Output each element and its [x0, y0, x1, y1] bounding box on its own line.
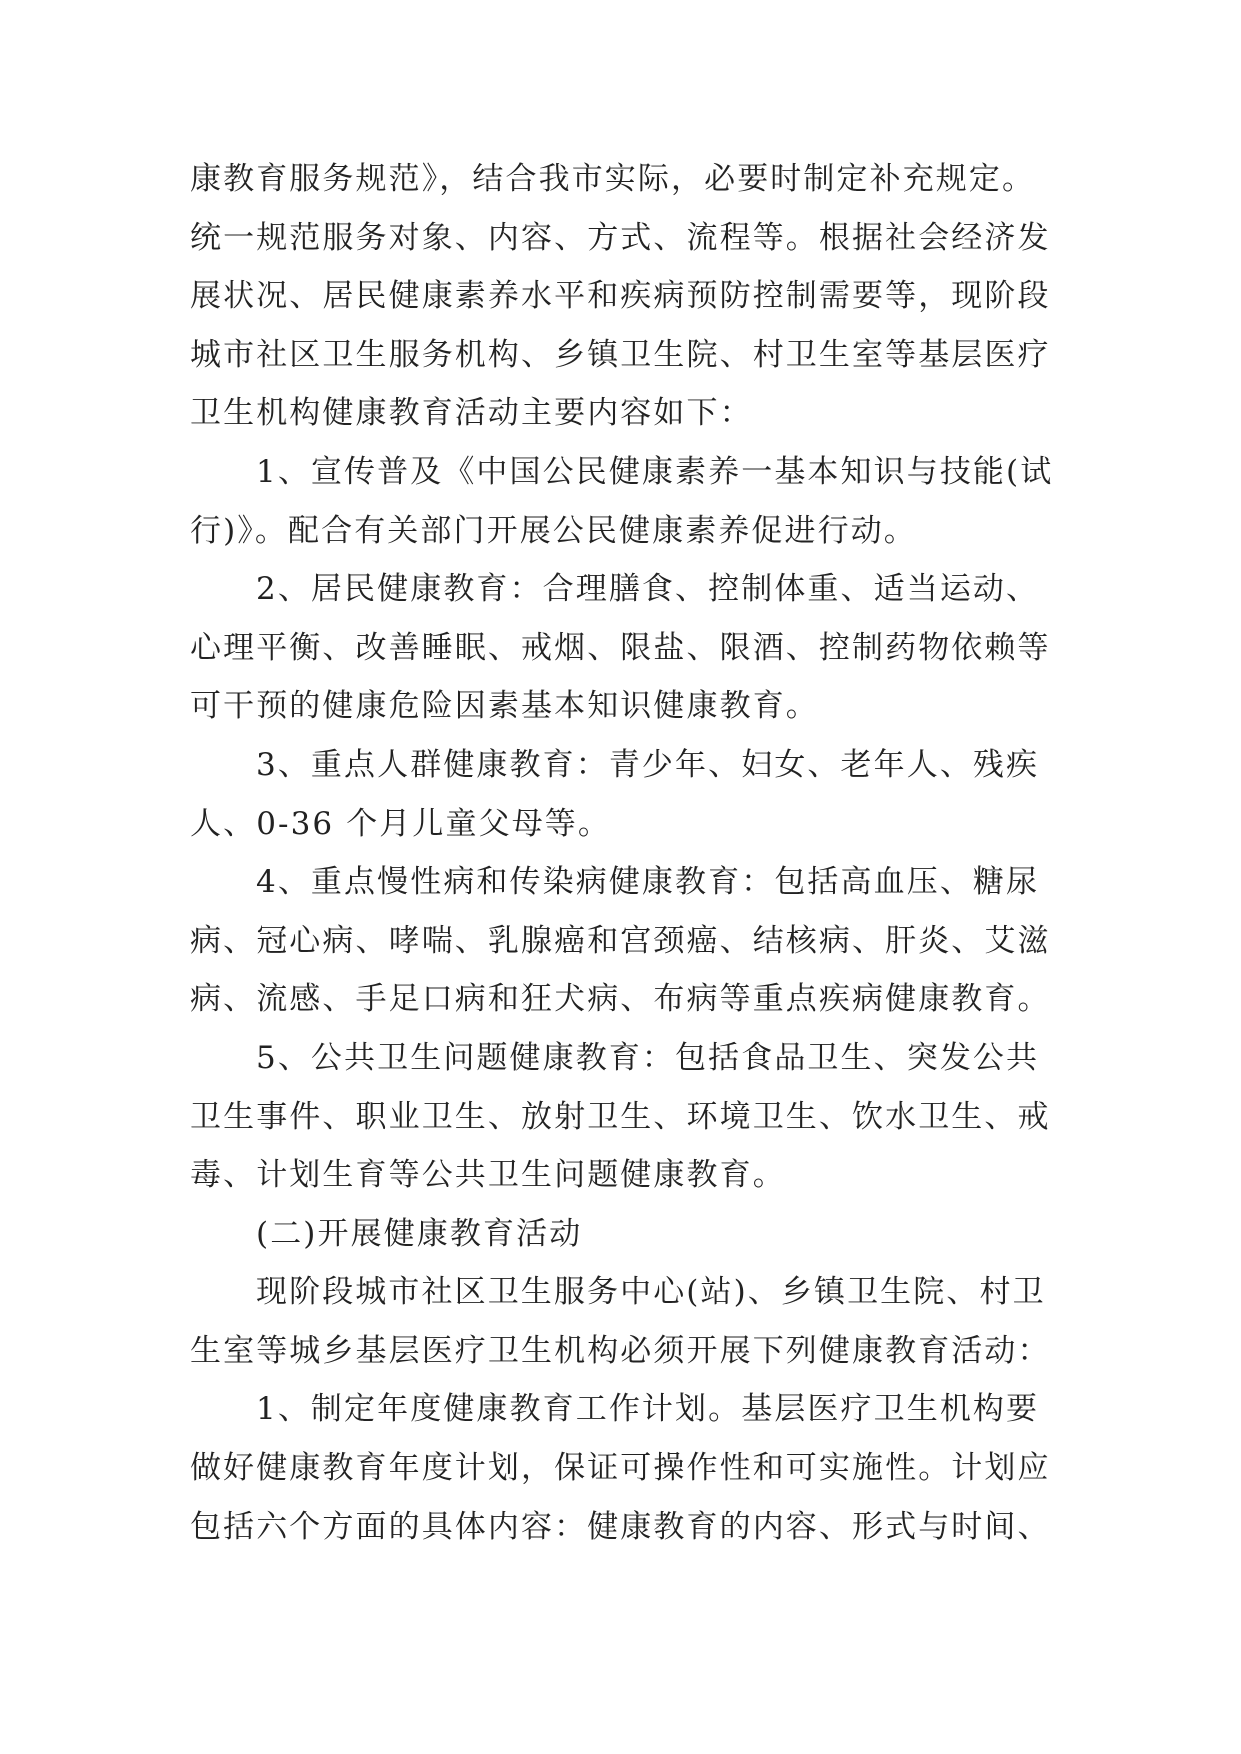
- text-line: 做好健康教育年度计划，保证可操作性和可实施性。计划应: [190, 1450, 1051, 1487]
- text-line: 心理平衡、改善睡眠、戒烟、限盐、限酒、控制药物依赖等: [190, 629, 1051, 666]
- text-line: 病、冠心病、哮喘、乳腺癌和宫颈癌、结核病、肝炎、艾滋: [190, 922, 1051, 959]
- text-line: 1、制定年度健康教育工作计划。基层医疗卫生机构要: [256, 1391, 1040, 1428]
- text-line: 生室等城乡基层医疗卫生机构必须开展下列健康教育活动：: [190, 1332, 1051, 1369]
- text-line: 3、重点人群健康教育：青少年、妇女、老年人、残疾: [256, 746, 1040, 783]
- text-line: 卫生机构健康教育活动主要内容如下：: [190, 395, 753, 432]
- text-line: 4、重点慢性病和传染病健康教育：包括高血压、糖尿: [256, 864, 1040, 901]
- text-line: 1、宣传普及《中国公民健康素养一基本知识与技能(试: [256, 453, 1054, 490]
- text-line: 统一规范服务对象、内容、方式、流程等。根据社会经济发: [190, 219, 1051, 256]
- text-line: 城市社区卫生服务机构、乡镇卫生院、村卫生室等基层医疗: [190, 336, 1051, 373]
- text-line: 毒、计划生育等公共卫生问题健康教育。: [190, 1157, 786, 1194]
- text-line: 人、0-36 个月儿童父母等。: [190, 805, 611, 842]
- text-line: 展状况、居民健康素养水平和疾病预防控制需要等，现阶段: [190, 278, 1051, 315]
- text-line: 病、流感、手足口病和狂犬病、布病等重点疾病健康教育。: [190, 981, 1051, 1018]
- text-line: 包括六个方面的具体内容：健康教育的内容、形式与时间、: [190, 1508, 1051, 1545]
- text-line: 现阶段城市社区卫生服务中心(站)、乡镇卫生院、村卫: [256, 1274, 1046, 1311]
- text-line: 5、公共卫生问题健康教育：包括食品卫生、突发公共: [256, 1039, 1040, 1076]
- text-line: (二)开展健康教育活动: [256, 1215, 583, 1252]
- text-line: 康教育服务规范》，结合我市实际，必要时制定补充规定。: [190, 161, 1036, 197]
- text-line: 卫生事件、职业卫生、放射卫生、环境卫生、饮水卫生、戒: [190, 1098, 1051, 1135]
- text-line: 可干预的健康危险因素基本知识健康教育。: [190, 688, 819, 725]
- text-line: 2、居民健康教育：合理膳食、控制体重、适当运动、: [256, 571, 1040, 608]
- text-line: 行)》。配合有关部门开展公民健康素养促进行动。: [190, 512, 917, 549]
- document-body: [190, 156, 1070, 1562]
